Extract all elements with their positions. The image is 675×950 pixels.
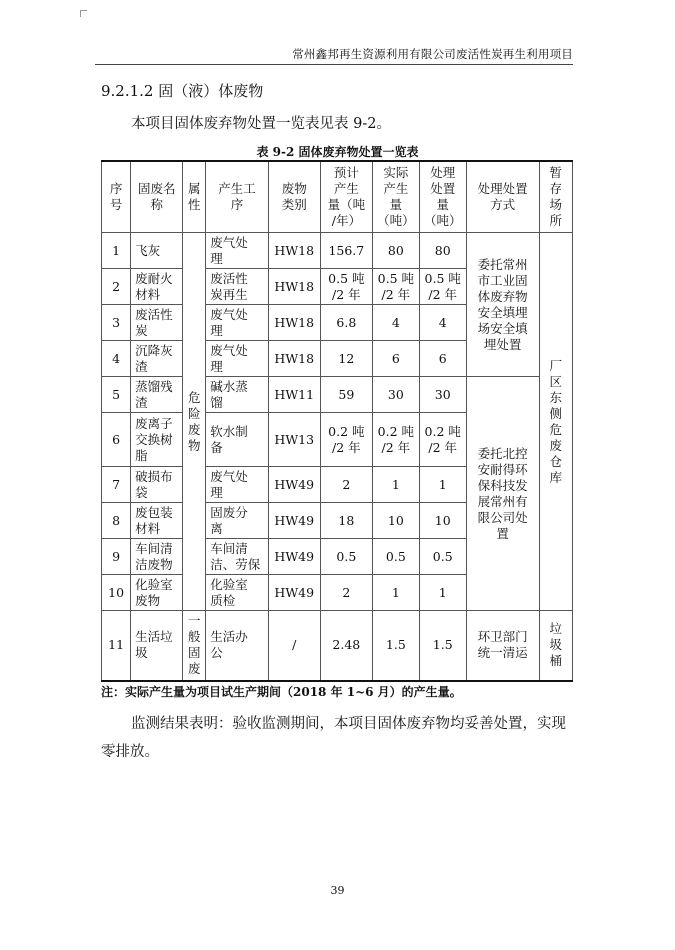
cell-method-sanitation: 环卫部门 统一清运 [466, 611, 539, 681]
table-row [102, 377, 573, 413]
cell-expected: 59 [320, 377, 372, 413]
cell-name: 沉降灰 渣 [131, 341, 183, 377]
cell-attr-general: 一 般 固 废 [183, 611, 206, 681]
cell-no: 4 [102, 341, 131, 377]
cell-name: 破损布 袋 [131, 467, 183, 503]
cell-category: HW18 [268, 305, 320, 341]
header-no: 序 号 [102, 161, 131, 233]
cell-process: 固废分 离 [206, 503, 269, 539]
cell-expected: 12 [320, 341, 372, 377]
cell-actual: 10 [372, 503, 419, 539]
header-name: 固废名 称 [131, 161, 183, 233]
table-row [102, 233, 573, 269]
cell-treated: 1.5 [419, 611, 466, 681]
cell-category: HW13 [268, 413, 320, 467]
cell-expected: 2 [320, 575, 372, 611]
cell-process: 化验室 质检 [206, 575, 269, 611]
cell-treated: 80 [419, 233, 466, 269]
cell-no: 1 [102, 233, 131, 269]
table-header-row [102, 161, 573, 233]
header-process: 产生工 序 [206, 161, 269, 233]
page-corner-mark [80, 10, 87, 17]
cell-expected: 2.48 [320, 611, 372, 681]
cell-actual: 80 [372, 233, 419, 269]
cell-no: 7 [102, 467, 131, 503]
cell-method-beikong: 委托北控 安耐得环 保科技发 展常州有 限公司处 置 [466, 377, 539, 611]
cell-actual: 0.2 吨 /2 年 [372, 413, 419, 467]
cell-process: 废气处 理 [206, 233, 269, 269]
section-heading: 9.2.1.2 固（液）体废物 [101, 82, 264, 100]
cell-category: HW49 [268, 575, 320, 611]
running-header: 常州鑫邦再生资源利用有限公司废活性炭再生利用项目 [292, 47, 573, 61]
header-storage: 暂 存 场 所 [539, 161, 572, 233]
cell-name: 废耐火 材料 [131, 269, 183, 305]
table-note: 注：实际产生量为项目试生产期间（2018 年 1~6 月）的产生量。 [101, 685, 462, 699]
cell-expected: 6.8 [320, 305, 372, 341]
cell-method-landfill: 委托常州 市工业固 体废弃物 安全填埋 场安全填 埋处置 [466, 233, 539, 377]
cell-no: 11 [102, 611, 131, 681]
cell-treated: 4 [419, 305, 466, 341]
cell-name: 废离子 交换树 脂 [131, 413, 183, 467]
cell-category: HW49 [268, 467, 320, 503]
cell-treated: 30 [419, 377, 466, 413]
cell-expected: 156.7 [320, 233, 372, 269]
cell-treated: 0.5 吨 /2 年 [419, 269, 466, 305]
cell-treated: 1 [419, 575, 466, 611]
cell-process: 生活办 公 [206, 611, 269, 681]
cell-category: / [268, 611, 320, 681]
cell-process: 软水制 备 [206, 413, 269, 467]
cell-expected: 0.5 吨 /2 年 [320, 269, 372, 305]
cell-actual: 30 [372, 377, 419, 413]
header-rule [95, 64, 573, 65]
cell-process: 废活性 炭再生 [206, 269, 269, 305]
cell-name: 车间清 洁废物 [131, 539, 183, 575]
page-number: 39 [330, 884, 345, 897]
cell-expected: 0.2 吨 /2 年 [320, 413, 372, 467]
cell-storage-hazardous: 厂 区 东 侧 危 废 仓 库 [539, 233, 572, 611]
cell-treated: 6 [419, 341, 466, 377]
cell-actual: 0.5 [372, 539, 419, 575]
cell-expected: 0.5 [320, 539, 372, 575]
intro-paragraph: 本项目固体废弃物处置一览表见表 9-2。 [131, 116, 391, 132]
cell-no: 6 [102, 413, 131, 467]
cell-category: HW18 [268, 233, 320, 269]
cell-category: HW49 [268, 539, 320, 575]
cell-actual: 1.5 [372, 611, 419, 681]
cell-treated: 1 [419, 467, 466, 503]
cell-no: 10 [102, 575, 131, 611]
cell-treated: 0.5 [419, 539, 466, 575]
cell-no: 5 [102, 377, 131, 413]
header-expected: 预计 产生 量（吨 /年） [320, 161, 372, 233]
cell-category: HW11 [268, 377, 320, 413]
cell-category: HW18 [268, 269, 320, 305]
table-caption: 表 9-2 固体废弃物处置一览表 [256, 145, 419, 159]
cell-name: 废包装 材料 [131, 503, 183, 539]
cell-no: 2 [102, 269, 131, 305]
cell-expected: 2 [320, 467, 372, 503]
cell-process: 车间清 洁、劳保 [206, 539, 269, 575]
cell-actual: 6 [372, 341, 419, 377]
header-treated: 处理 处置 量 （吨） [419, 161, 466, 233]
cell-actual: 1 [372, 467, 419, 503]
cell-process: 废气处 理 [206, 467, 269, 503]
conclusion-paragraph: 监测结果表明：验收监测期间，本项目固体废弃物均妥善处置，实现零排放。 [101, 716, 566, 760]
cell-no: 9 [102, 539, 131, 575]
cell-category: HW18 [268, 341, 320, 377]
cell-process: 废气处 理 [206, 341, 269, 377]
cell-actual: 0.5 吨 /2 年 [372, 269, 419, 305]
solid-waste-table [101, 160, 573, 682]
cell-name: 飞灰 [131, 233, 183, 269]
cell-expected: 18 [320, 503, 372, 539]
cell-no: 8 [102, 503, 131, 539]
cell-attr-hazardous: 危 险 废 物 [183, 233, 206, 611]
cell-treated: 10 [419, 503, 466, 539]
header-actual: 实际 产生 量 （吨） [372, 161, 419, 233]
header-attr: 属 性 [183, 161, 206, 233]
cell-category: HW49 [268, 503, 320, 539]
cell-name: 化验室 废物 [131, 575, 183, 611]
cell-name: 蒸馏残 渣 [131, 377, 183, 413]
header-category: 废物 类别 [268, 161, 320, 233]
table-row [102, 611, 573, 681]
cell-actual: 4 [372, 305, 419, 341]
cell-process: 碱水蒸 馏 [206, 377, 269, 413]
header-method: 处理处置 方式 [466, 161, 539, 233]
cell-process: 废气处 理 [206, 305, 269, 341]
cell-name: 废活性 炭 [131, 305, 183, 341]
cell-actual: 1 [372, 575, 419, 611]
cell-storage-garbage: 垃 圾 桶 [539, 611, 572, 681]
cell-treated: 0.2 吨 /2 年 [419, 413, 466, 467]
cell-no: 3 [102, 305, 131, 341]
cell-name: 生活垃 圾 [131, 611, 183, 681]
